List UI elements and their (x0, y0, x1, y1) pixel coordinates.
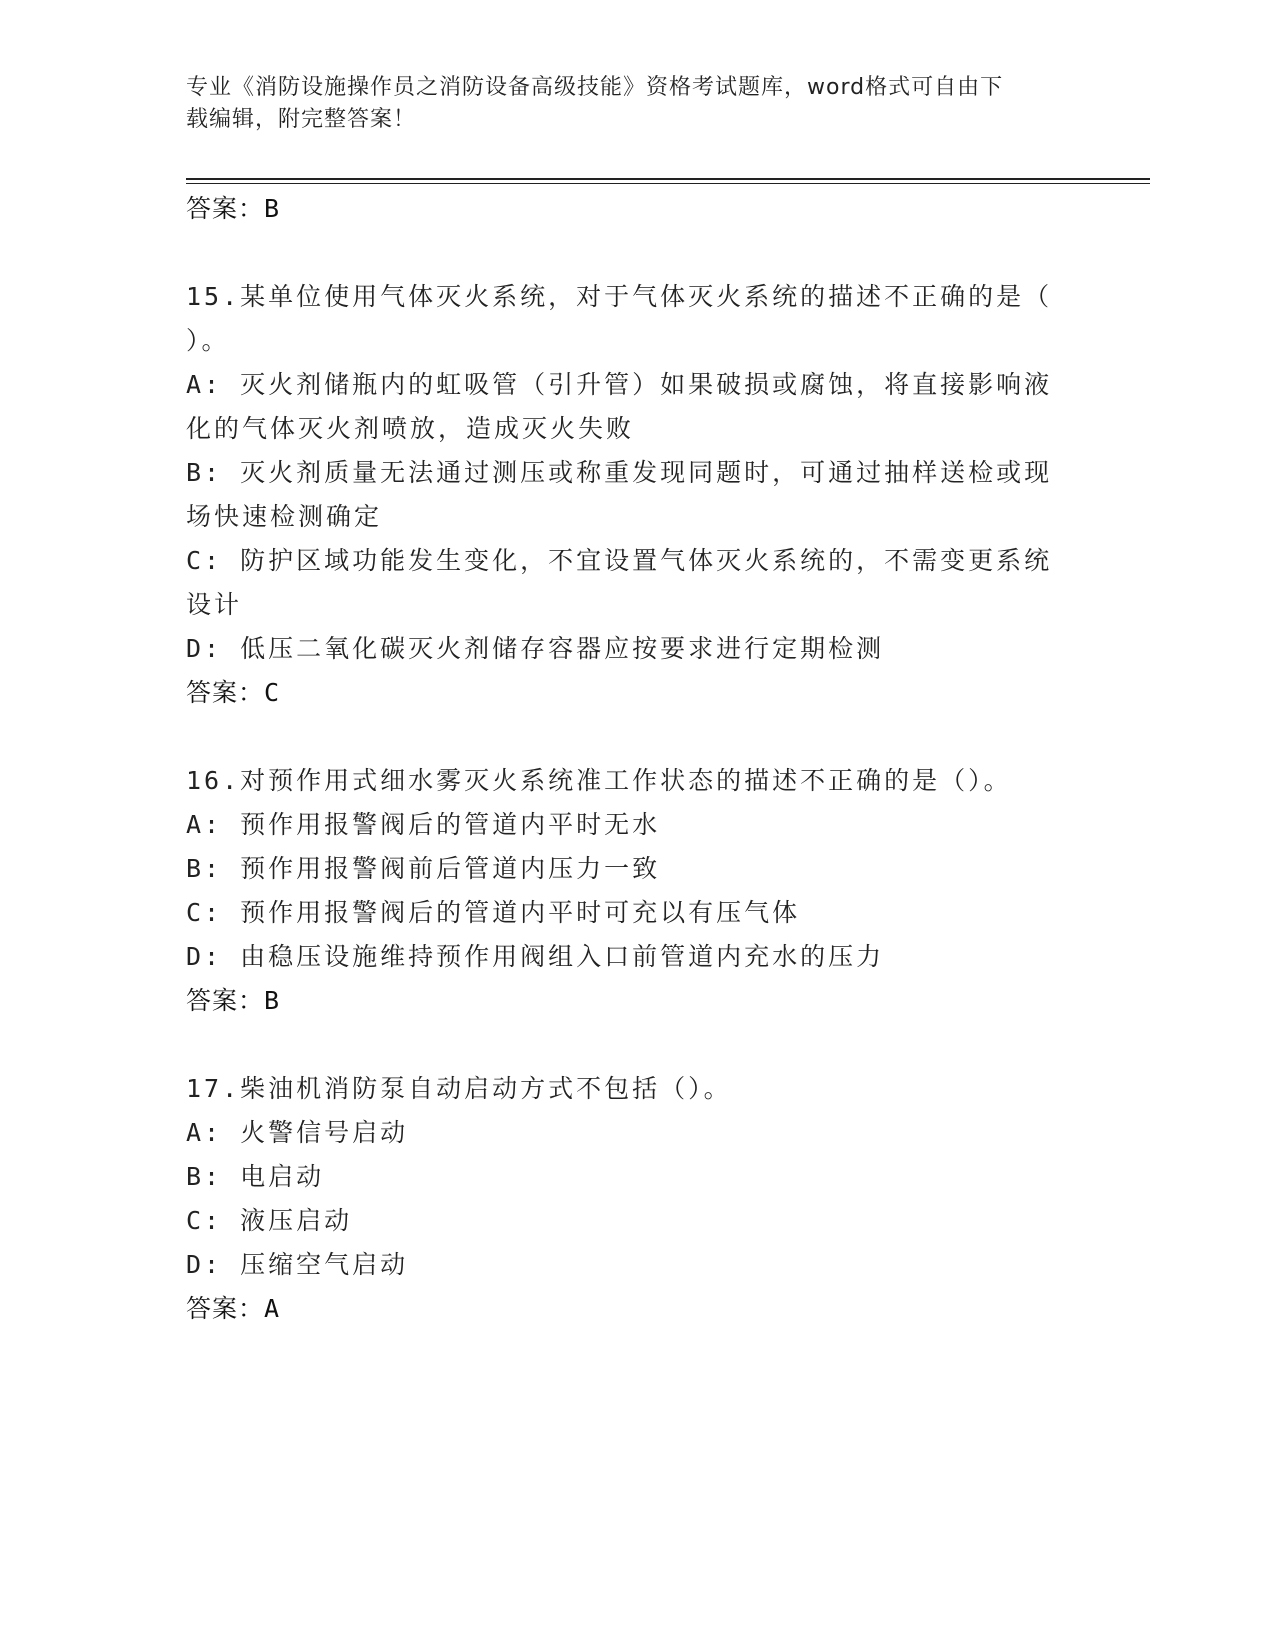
question-16-option-d: D: 由稳压设施维持预作用阀组入口前管道内充水的压力 (186, 942, 885, 971)
question-15-option-a-line-1: A: 灭火剂储瓶内的虹吸管（引升管）如果破损或腐蚀，将直接影响液 (186, 370, 1053, 399)
header-line-1: 专业《消防设施操作员之消防设备高级技能》资格考试题库，word格式可自由下 (186, 75, 1004, 100)
question-17-option-d: D: 压缩空气启动 (186, 1250, 409, 1279)
answer-label: 答案： (186, 194, 265, 223)
question-15-stem-line-2: ）。 (186, 326, 230, 355)
answer-value: B (264, 986, 281, 1015)
answer-value: C (264, 678, 281, 707)
prev-answer (186, 192, 280, 226)
header-divider-thin (186, 183, 1150, 184)
header-divider-thick (186, 178, 1150, 180)
question-17-option-b: B: 电启动 (186, 1162, 325, 1191)
question-15-option-c-line-1: C: 防护区域功能发生变化，不宜设置气体灭火系统的，不需变更系统 (186, 546, 1053, 575)
answer-label: 答案： (186, 986, 265, 1015)
question-16-option-b: B: 预作用报警阀前后管道内压力一致 (186, 854, 661, 883)
answer-label: 答案： (186, 1294, 265, 1323)
question-16-stem: 16.对预作用式细水雾灭火系统准工作状态的描述不正确的是（）。 (186, 766, 1012, 795)
question-15-answer (186, 676, 280, 710)
question-16-option-c: C: 预作用报警阀后的管道内平时可充以有压气体 (186, 898, 801, 927)
question-15-option-a-line-2: 化的气体灭火剂喷放，造成灭火失败 (186, 414, 635, 443)
header-line-2: 载编辑，附完整答案！ (186, 107, 417, 132)
question-16-answer (186, 984, 280, 1018)
question-15-stem-line-1: 15.某单位使用气体灭火系统，对于气体灭火系统的描述不正确的是（ (186, 282, 1053, 311)
question-17-option-a: A: 火警信号启动 (186, 1118, 409, 1147)
question-15-option-b-line-1: B: 灭火剂质量无法通过测压或称重发现同题时，可通过抽样送检或现 (186, 458, 1053, 487)
question-15-option-d: D: 低压二氧化碳灭火剂储存容器应按要求进行定期检测 (186, 634, 885, 663)
question-17-stem: 17.柴油机消防泵自动启动方式不包括（）。 (186, 1074, 732, 1103)
question-17-option-c: C: 液压启动 (186, 1206, 353, 1235)
answer-value: A (264, 1294, 281, 1323)
answer-value: B (264, 194, 281, 223)
question-15-option-c-line-2: 设计 (186, 590, 243, 619)
answer-label: 答案： (186, 678, 265, 707)
question-15-option-b-line-2: 场快速检测确定 (186, 502, 383, 531)
question-17-answer (186, 1292, 280, 1326)
document-header (186, 72, 1066, 136)
question-16-option-a: A: 预作用报警阀后的管道内平时无水 (186, 810, 661, 839)
